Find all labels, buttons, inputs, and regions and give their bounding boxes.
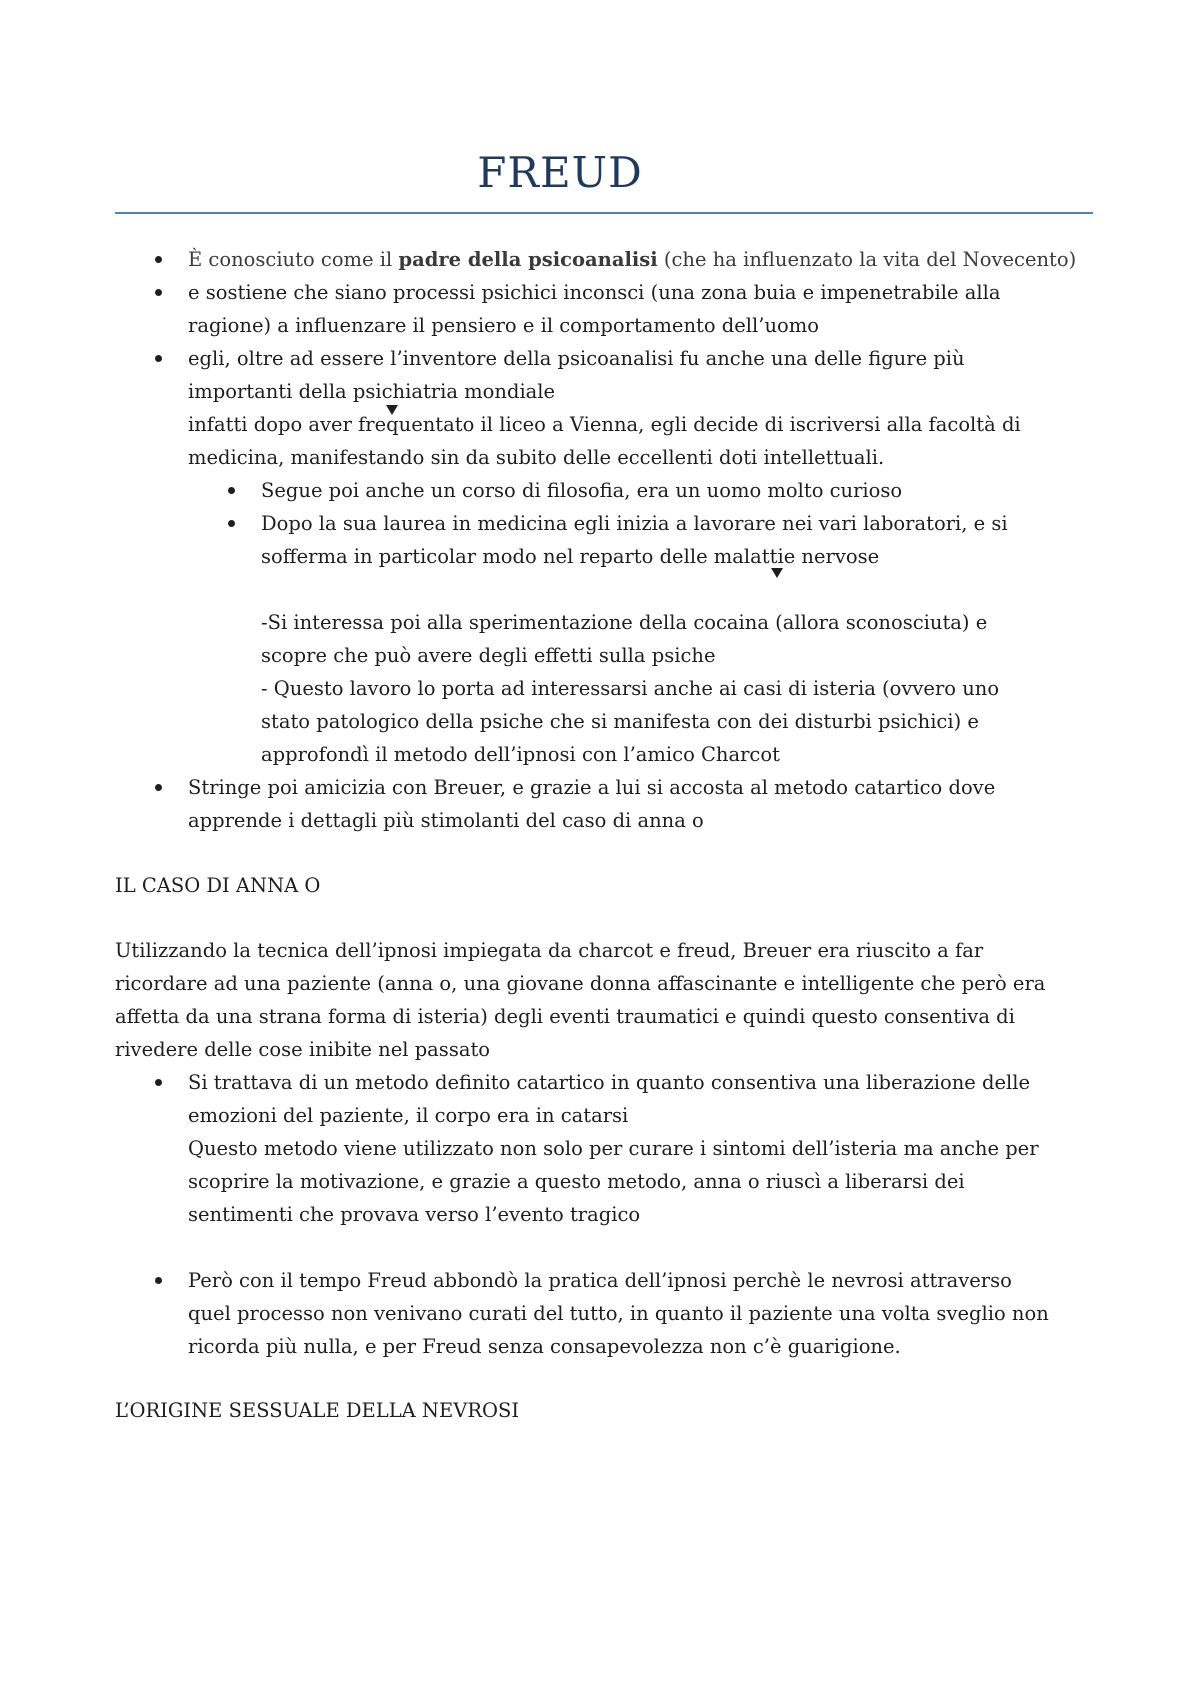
cursor-arrow-icon [771, 568, 783, 578]
bullet-4-line-1: Stringe poi amicizia con Breuer, e grazie a lui si accosta al metodo catartico dove [188, 776, 996, 799]
section-heading-origine: L’ORIGINE SESSUALE DELLA NEVROSI [115, 1399, 520, 1422]
bullet-1-text [188, 243, 1076, 276]
bullet-dot [155, 256, 162, 263]
bullet-2-line-1: e sostiene che siano processi psichici inconsci (una zona buia e impenetrabile alla [188, 281, 1001, 304]
bullet-6-line-2: quel processo non venivano curati del tutto, in quanto il paziente una volta sveglio non [188, 1302, 1049, 1325]
bullet-5-line-2: emozioni del paziente, il corpo era in catarsi [188, 1104, 629, 1127]
bullet-1-bold: padre della psicoanalisi [398, 248, 658, 271]
bullet-4-line-2: apprende i dettagli più stimolanti del caso di anna o [188, 809, 704, 832]
dash-item-1-line-1: -Si interessa poi alla sperimentazione della cocaina (allora sconosciuta) e [261, 611, 988, 634]
bullet-5-line-1: Si trattava di un metodo definito catartico in quanto consentiva una liberazione delle [188, 1071, 1031, 1094]
dash-item-2-line-3: approfondì il metodo dell’ipnosi con l’amico Charcot [261, 743, 780, 766]
cursor-arrow-icon [386, 405, 398, 415]
page-title: FREUD [477, 148, 643, 197]
sub-bullet-1-text: Segue poi anche un corso di filosofia, era un uomo molto curioso [261, 479, 903, 502]
bullet-3-line-1: egli, oltre ad essere l’inventore della psicoanalisi fu anche una delle figure più [188, 347, 965, 370]
bullet-5-line-3: Questo metodo viene utilizzato non solo per curare i sintomi dell’isteria ma anche per [188, 1137, 1039, 1160]
bullet-3-line-4: medicina, manifestando sin da subito delle eccellenti doti intellettuali. [188, 446, 885, 469]
title-underline [115, 212, 1093, 214]
bullet-3-line-2: importanti della psichiatria mondiale [188, 380, 556, 403]
sub-bullet-2-line-1: Dopo la sua laurea in medicina egli inizia a lavorare nei vari laboratori, e si [261, 512, 1008, 535]
bullet-1-pre: È conosciuto come il [188, 248, 399, 271]
dash-item-1-line-2: scopre che può avere degli effetti sulla psiche [261, 644, 716, 667]
sub-bullet-dot [228, 520, 235, 527]
bullet-5-line-4: scoprire la motivazione, e grazie a questo metodo, anna o riuscì a liberarsi dei [188, 1170, 965, 1193]
bullet-6-line-3: ricorda più nulla, e per Freud senza consapevolezza non c’è guarigione. [188, 1335, 901, 1358]
bullet-2-line-2: ragione) a influenzare il pensiero e il comportamento dell’uomo [188, 314, 820, 337]
bullet-dot [155, 1277, 162, 1284]
bullet-dot [155, 784, 162, 791]
dash-item-2-line-2: stato patologico della psiche che si manifesta con dei disturbi psichici) e [261, 710, 979, 733]
anna-paragraph-line-1: Utilizzando la tecnica dell’ipnosi impiegata da charcot e freud, Breuer era riuscito a far [115, 939, 984, 962]
anna-paragraph-line-2: ricordare ad una paziente (anna o, una giovane donna affascinante e intelligente che però era [115, 972, 1046, 995]
bullet-5-line-5: sentimenti che provava verso l’evento tragico [188, 1203, 641, 1226]
bullet-1-post: (che ha influenzato la vita del Novecento) [657, 248, 1077, 271]
bullet-dot [155, 289, 162, 296]
section-heading-anna-o: IL CASO DI ANNA O [115, 874, 321, 897]
sub-bullet-2-line-2: sofferma in particolar modo nel reparto delle malattie nervose [261, 545, 880, 568]
bullet-dot [155, 355, 162, 362]
dash-item-2-line-1: - Questo lavoro lo porta ad interessarsi anche ai casi di isteria (ovvero uno [261, 677, 1000, 700]
bullet-3-line-3: infatti dopo aver frequentato il liceo a Vienna, egli decide di iscriversi alla facoltà di [188, 413, 1021, 436]
sub-bullet-dot [228, 487, 235, 494]
anna-paragraph-line-4: rivedere delle cose inibite nel passato [115, 1038, 491, 1061]
bullet-dot [155, 1079, 162, 1086]
bullet-6-line-1: Però con il tempo Freud abbondò la pratica dell’ipnosi perchè le nevrosi attraverso [188, 1269, 1012, 1292]
anna-paragraph-line-3: affetta da una strana forma di isteria) degli eventi traumatici e quindi questo consentiva di [115, 1005, 1015, 1028]
